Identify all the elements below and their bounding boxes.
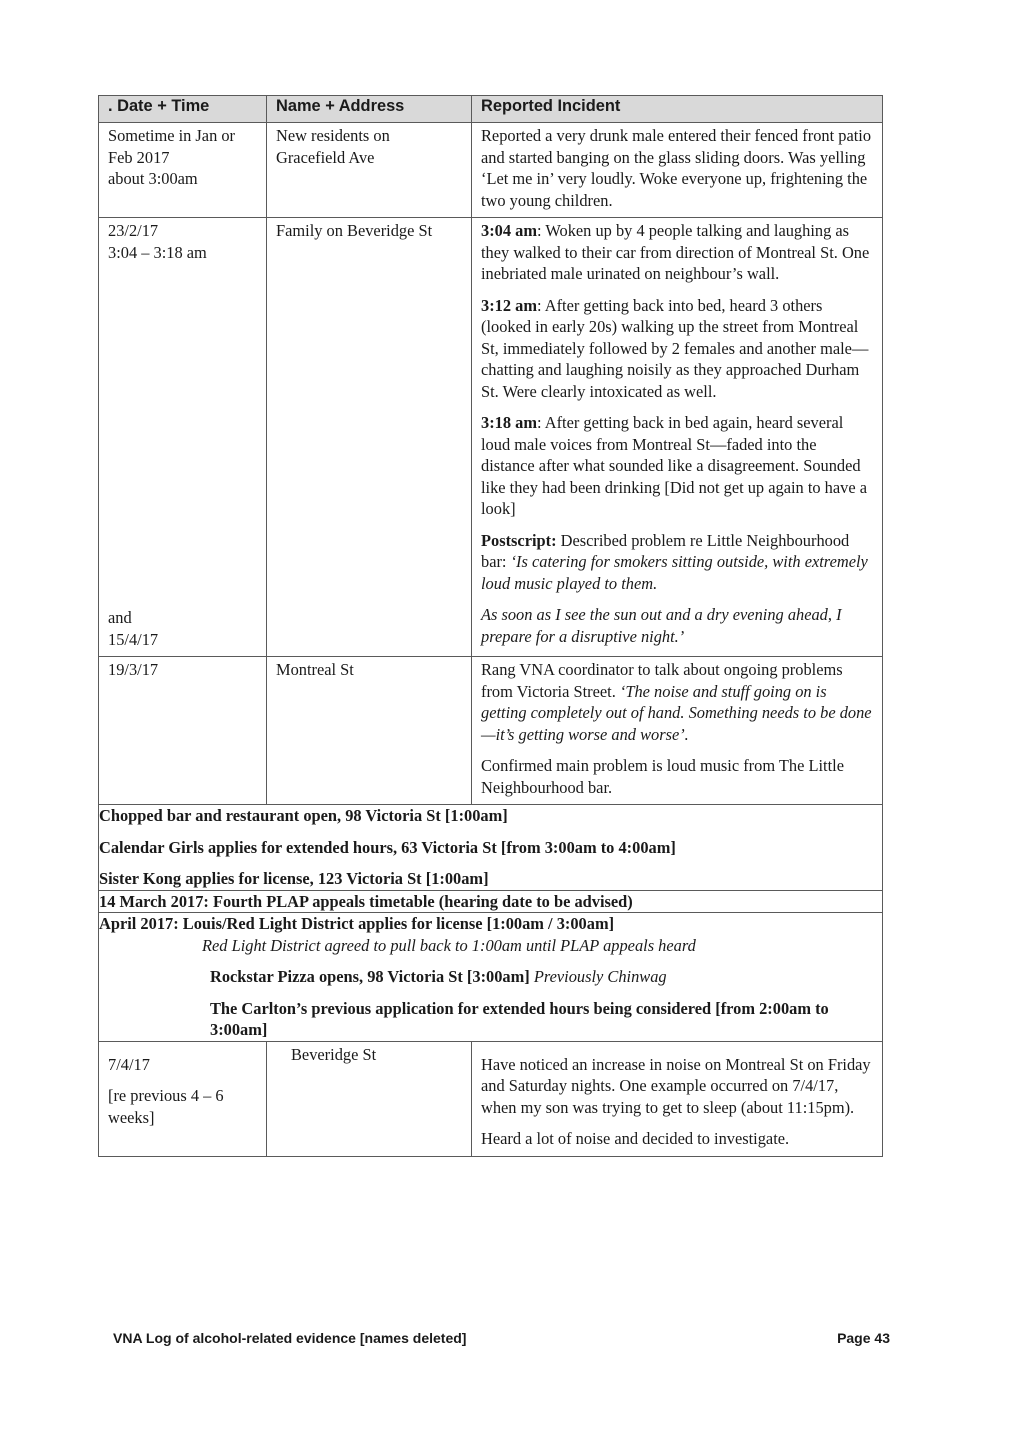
time-text: about 3:00am: [108, 169, 198, 188]
date-cell: [99, 123, 267, 218]
name-text: Family on Beveridge St: [276, 221, 433, 240]
licensing-line: 14 March 2017: Fourth PLAP appeals timetable (hearing date to be advised): [99, 891, 633, 911]
table-row: [99, 1041, 883, 1156]
time-label: 3:18 am: [481, 413, 537, 432]
incident-paragraph: Heard a lot of noise and decided to investigate.: [481, 1129, 790, 1148]
time-text: 3:04 – 3:18 am: [108, 242, 207, 262]
incident-paragraph: Confirmed main problem is loud music from The Little Neighbourhood bar.: [481, 756, 844, 797]
incident-paragraph: [481, 659, 873, 745]
quote-text: ‘Is catering for smokers sitting outside, with extremely loud music played to them.: [481, 552, 868, 593]
table-row: [99, 123, 883, 218]
name-cell: [267, 218, 472, 657]
paragraph-text: Described problem re Little Neighbourhood bar:: [481, 530, 850, 571]
incident-text: Reported a very drunk male entered their fenced front patio and started banging on the glass sliding doors. Was yelling ‘Let me in’ very loudly. Woke everyone up, frightening the two young children.: [481, 126, 872, 210]
incident-log-table: [98, 95, 883, 1157]
name-cell: [267, 123, 472, 218]
licensing-row: [99, 890, 883, 913]
licensing-text: Rockstar Pizza opens, 98 Victoria St [3:00am]: [210, 967, 530, 986]
paragraph-text: Rang VNA coordinator to talk about ongoing problems from Victoria Street.: [481, 660, 843, 701]
incident-cell: [472, 218, 883, 657]
table-row: [99, 218, 883, 657]
footer-title: VNA Log of alcohol-related evidence [names deleted]: [113, 1330, 467, 1346]
quote-paragraph: As soon as I see the sun out and a dry evening ahead, I prepare for a disruptive night.’: [481, 605, 842, 646]
licensing-line: [99, 966, 882, 988]
header-date-time: . Date + Time: [99, 96, 267, 123]
date-text: 7/4/17: [108, 1054, 150, 1074]
page-number: Page 43: [837, 1330, 890, 1346]
date-extra-date: 15/4/17: [108, 629, 159, 649]
licensing-line: The Carlton’s previous application for extended hours being considered [from 2:00am to 3:00am]: [210, 998, 829, 1039]
date-text: 19/3/17: [108, 660, 159, 679]
page-footer: [113, 1330, 890, 1346]
quote-text: ‘The noise and stuff going on is getting completely out of hand. Something needs to be done—it’s getting worse and worse’.: [481, 681, 872, 744]
date-extra-and: and: [108, 608, 132, 627]
header-name-address: Name + Address: [267, 96, 472, 123]
incident-paragraph: Have noticed an increase in noise on Montreal St on Friday and Saturday nights. One example occurred on 7/4/17, when my son was trying to get to sleep (about 11:15pm).: [481, 1054, 871, 1117]
paragraph-text: : After getting back into bed, heard 3 others (looked in early 20s) walking up the street from Montreal St, immediately followed by 2 females and another male—chatting and laughing noisily as they approached Durham St. Were clearly intoxicated as well.: [481, 295, 869, 401]
name-text: New residents on Gracefield Ave: [276, 126, 390, 167]
table-row: [99, 657, 883, 805]
name-cell: [267, 1041, 472, 1156]
licensing-line: Sister Kong applies for license, 123 Victoria St [1:00am]: [99, 869, 489, 888]
date-note: [re previous 4 – 6 weeks]: [108, 1086, 224, 1127]
licensing-row: [99, 805, 883, 891]
licensing-cell: [99, 805, 883, 891]
table-header-row: [99, 96, 883, 123]
licensing-cell: [99, 913, 883, 1042]
incident-paragraph: [481, 412, 873, 520]
incident-cell: [472, 123, 883, 218]
name-text: Beveridge St: [291, 1044, 377, 1064]
paragraph-text: : Woken up by 4 people talking and laughing as they walked to their car from direction of Montreal St. One inebriated male urinated on neighbour’s wall.: [481, 221, 870, 283]
name-text: Montreal St: [276, 660, 354, 679]
date-cell: [99, 657, 267, 805]
date-text: 23/2/17: [108, 221, 159, 240]
licensing-line: Calendar Girls applies for extended hours, 63 Victoria St [from 3:00am to 4:00am]: [99, 837, 676, 857]
incident-paragraph: [481, 220, 873, 285]
licensing-cell: [99, 890, 883, 913]
incident-cell: [472, 657, 883, 805]
postscript-label: Postscript:: [481, 530, 557, 550]
time-label: 3:12 am: [481, 295, 537, 315]
paragraph-text: : After getting back in bed again, heard several loud male voices from Montreal St—faded into the distance after what sounded like a disagreement. Sounded like they had been drinking [Did not get up again to have a look]: [481, 413, 867, 518]
licensing-note: Red Light District agreed to pull back to 1:00am until PLAP appeals heard: [202, 935, 696, 955]
licensing-line: April 2017: Louis/Red Light District applies for license [1:00am / 3:00am]: [99, 914, 615, 933]
licensing-row: [99, 913, 883, 1042]
name-cell: [267, 657, 472, 805]
incident-cell: [472, 1041, 883, 1156]
date-cell: [99, 1041, 267, 1156]
date-text: Sometime in Jan or Feb 2017: [108, 126, 236, 167]
postscript-paragraph: [481, 530, 873, 595]
licensing-line: Chopped bar and restaurant open, 98 Victoria St [1:00am]: [99, 806, 508, 825]
header-reported-incident: Reported Incident: [472, 96, 883, 123]
time-label: 3:04 am: [481, 221, 537, 240]
licensing-note: Previously Chinwag: [529, 967, 667, 986]
incident-paragraph: [481, 295, 873, 403]
date-cell: [99, 218, 267, 657]
